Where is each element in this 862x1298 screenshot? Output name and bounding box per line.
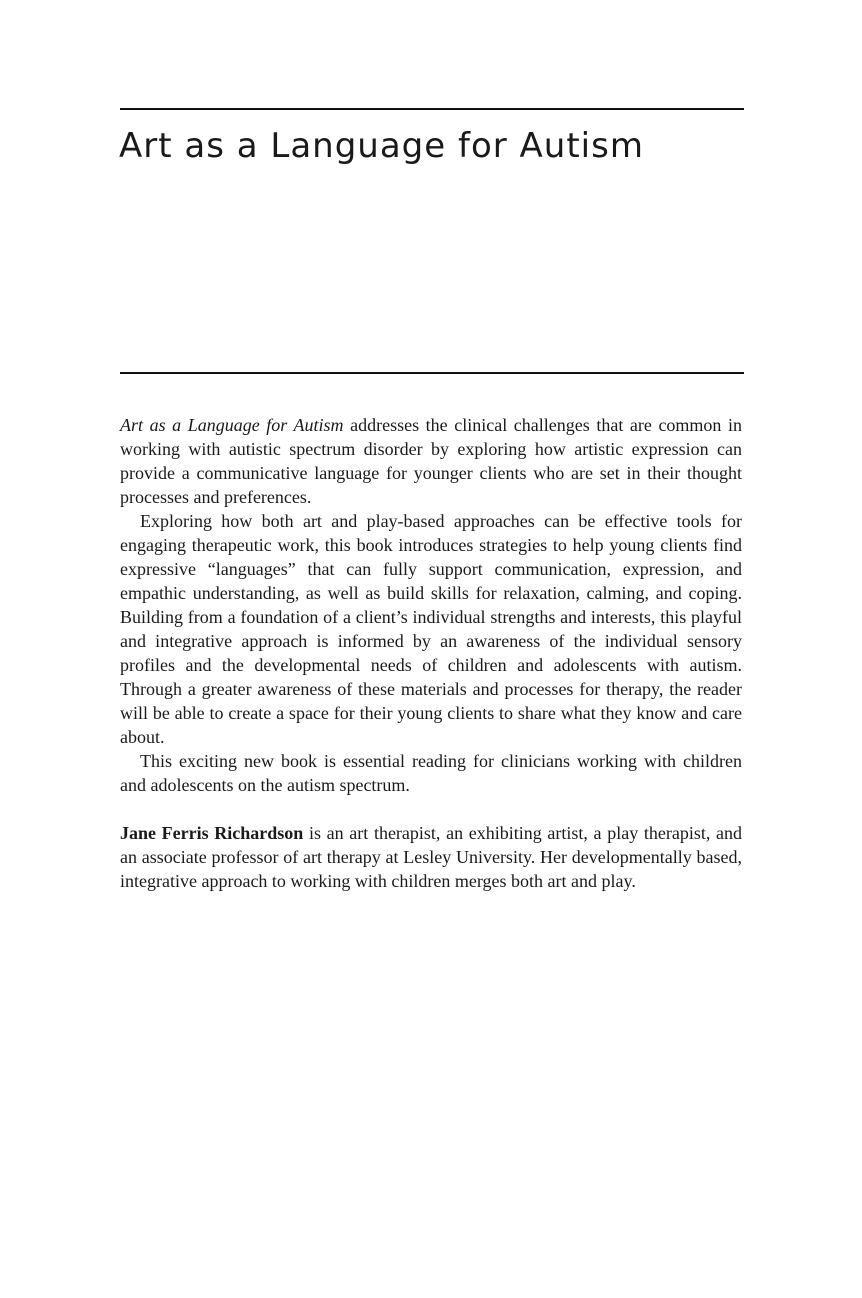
description-paragraph-1-text: addresses the clinical challenges that are common in working with autistic spectrum disorder by exploring how artistic expression can provide a communicative language for younger clients who are set in their thought processes and preferences. <box>120 415 743 507</box>
description-title-reference: Art as a Language for Autism <box>120 415 344 435</box>
author-bio <box>120 821 742 893</box>
top-rule <box>120 108 744 110</box>
description-paragraph-1 <box>120 413 742 509</box>
description-paragraph-2: Exploring how both art and play-based approaches can be effective tools for engaging therapeutic work, this book introduces strategies to help young clients find expressive “languages” that can fully support communication, expression, and empathic understanding, as well as build skills for relaxation, calming, and coping. Building from a foundation of a client’s individual strengths and interests, this playful and integrative approach is informed by an awareness of the individual sensory profiles and the developmental needs of children and adolescents with autism. Through a greater awareness of these materials and processes for therapy, the reader will be able to create a space for their young clients to share what they know and care about. <box>120 511 742 747</box>
bottom-rule <box>120 372 744 374</box>
author-name: Jane Ferris Richardson <box>120 823 304 843</box>
book-title: Art as a Language for Autism <box>119 126 644 166</box>
description-paragraph-3: This exciting new book is essential reading for clinicians working with children and adolescents on the autism spectrum. <box>120 751 742 795</box>
author-bio-text: is an art therapist, an exhibiting artist, a play therapist, and an associate professor of art therapy at Lesley University. Her developmentally based, integrative approach to working with children merges both art and play. <box>120 823 742 891</box>
book-description <box>120 413 742 797</box>
